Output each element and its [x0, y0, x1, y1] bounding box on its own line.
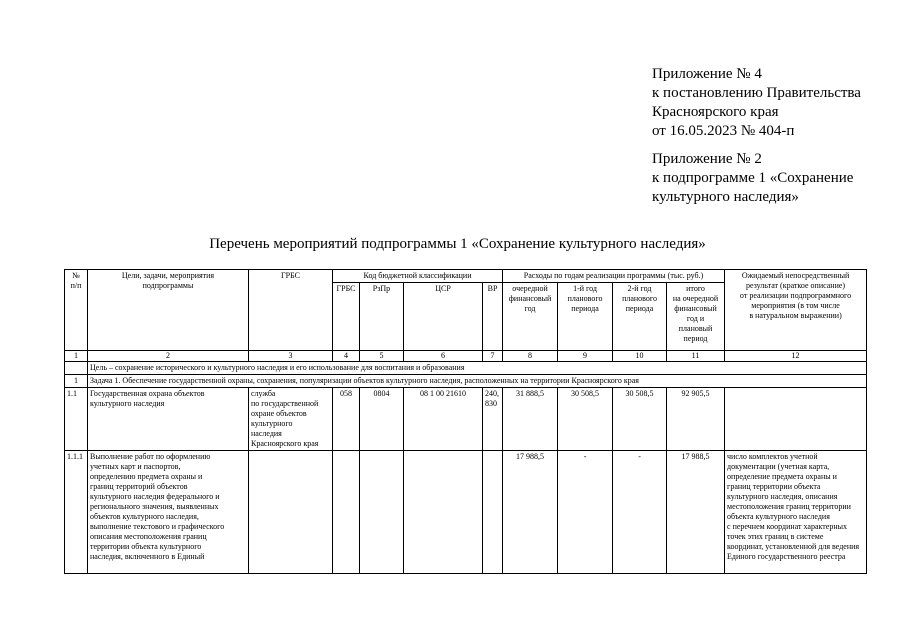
header-bc-grbs: ГРБС: [333, 283, 360, 351]
task-num: 1: [65, 375, 88, 388]
col-number: 9: [558, 351, 613, 362]
header-row-1: [65, 270, 867, 283]
row-num: 1.1: [65, 388, 88, 451]
col-number: 2: [88, 351, 249, 362]
appendix-4-line: от 16.05.2023 № 404-п: [652, 123, 795, 139]
row-code-grbs: 058: [333, 388, 360, 451]
row-name: Государственная охрана объектов культурного наследия: [88, 388, 249, 451]
row-result: число комплектов учетной документации (учетная карта, определение предмета охраны и границ территории объекта культурного наследия, описания местоположения границ территории объекта культурного наследия с перечнем координат характерных точек этих границ в системе координат, установленной для ведения Единого государственного реестра: [725, 451, 867, 574]
header-grbs: ГРБС: [249, 270, 333, 351]
measures-table: [64, 269, 867, 574]
header-exp-current: очередной финансовый год: [503, 283, 558, 351]
row-code-rzpr: 0804: [360, 388, 404, 451]
row-exp-current: 31 888,5: [503, 388, 558, 451]
header-exp-year2: 2-й год планового периода: [613, 283, 667, 351]
header-result: Ожидаемый непосредственный результат (краткое описание) от реализации подпрограммного мероприятия (в том числе в натуральном выражении): [725, 270, 867, 351]
col-number: 6: [404, 351, 483, 362]
header-exp-total: итого на очередной финансовый год и плановый период: [667, 283, 725, 351]
appendix-2-line: Приложение № 2: [652, 151, 762, 167]
row-exp-total: 92 905,5: [667, 388, 725, 451]
table-row: [65, 451, 867, 574]
appendix-2-block: [652, 150, 853, 207]
col-number: 11: [667, 351, 725, 362]
appendix-4-line: Красноярского края: [652, 104, 779, 120]
row-code-rzpr: [360, 451, 404, 574]
header-goals: Цели, задачи, мероприятия подпрограммы: [88, 270, 249, 351]
header-expenses: Расходы по годам реализации программы (тыс. руб.): [503, 270, 725, 283]
row-grbs: [249, 451, 333, 574]
appendix-2-line: культурного наследия»: [652, 189, 799, 205]
appendix-2-line: к подпрограмме 1 «Сохранение: [652, 170, 854, 186]
table-row: [65, 388, 867, 451]
row-code-grbs: [333, 451, 360, 574]
col-number: 4: [333, 351, 360, 362]
document-title: Перечень мероприятий подпрограммы 1 «Сохранение культурного наследия»: [209, 236, 706, 252]
col-number: 3: [249, 351, 333, 362]
appendix-4-line: к постановлению Правительства: [652, 85, 861, 101]
col-number: 12: [725, 351, 867, 362]
row-result: [725, 388, 867, 451]
row-exp-year2: -: [613, 451, 667, 574]
appendix-4-line: Приложение № 4: [652, 66, 762, 82]
row-num: 1.1.1: [65, 451, 88, 574]
row-code-vr: 240, 830: [483, 388, 503, 451]
appendix-4-block: [652, 65, 861, 141]
row-exp-year2: 30 508,5: [613, 388, 667, 451]
row-exp-year1: -: [558, 451, 613, 574]
row-exp-year1: 30 508,5: [558, 388, 613, 451]
col-number: 5: [360, 351, 404, 362]
task-row: [65, 375, 867, 388]
row-grbs: служба по государственной охране объектов культурного наследия Красноярского края: [249, 388, 333, 451]
row-code-csr: [404, 451, 483, 574]
header-bc-vr: ВР: [483, 283, 503, 351]
row-code-vr: [483, 451, 503, 574]
goal-row: [65, 362, 867, 375]
row-name: Выполнение работ по оформлению учетных карт и паспортов, определению предмета охраны и границ территорий объектов культурного наследия федерального и регионального значения, выявленных объектов культурного наследия, выполнение текстового и графического описания местоположения границ территории объекта культурного наследия, включенного в Единый: [88, 451, 249, 574]
column-number-row: [65, 351, 867, 362]
col-number: 10: [613, 351, 667, 362]
header-bc-csr: ЦСР: [404, 283, 483, 351]
row-exp-current: 17 988,5: [503, 451, 558, 574]
goal-text: Цель – сохранение исторического и культурного наследия и его использование для воспитания и образования: [88, 362, 867, 375]
header-bc-rzpr: РзПр: [360, 283, 404, 351]
header-exp-year1: 1-й год планового периода: [558, 283, 613, 351]
task-text: Задача 1. Обеспечение государственной охраны, сохранения, популяризации объектов культурного наследия, расположенных на территории Красноярского края: [88, 375, 867, 388]
goal-num-cell: [65, 362, 88, 375]
col-number: 1: [65, 351, 88, 362]
col-number: 7: [483, 351, 503, 362]
row-exp-total: 17 988,5: [667, 451, 725, 574]
col-number: 8: [503, 351, 558, 362]
header-budget-code: Код бюджетной классификации: [333, 270, 503, 283]
header-num: № п/п: [65, 270, 88, 351]
row-code-csr: 08 1 00 21610: [404, 388, 483, 451]
